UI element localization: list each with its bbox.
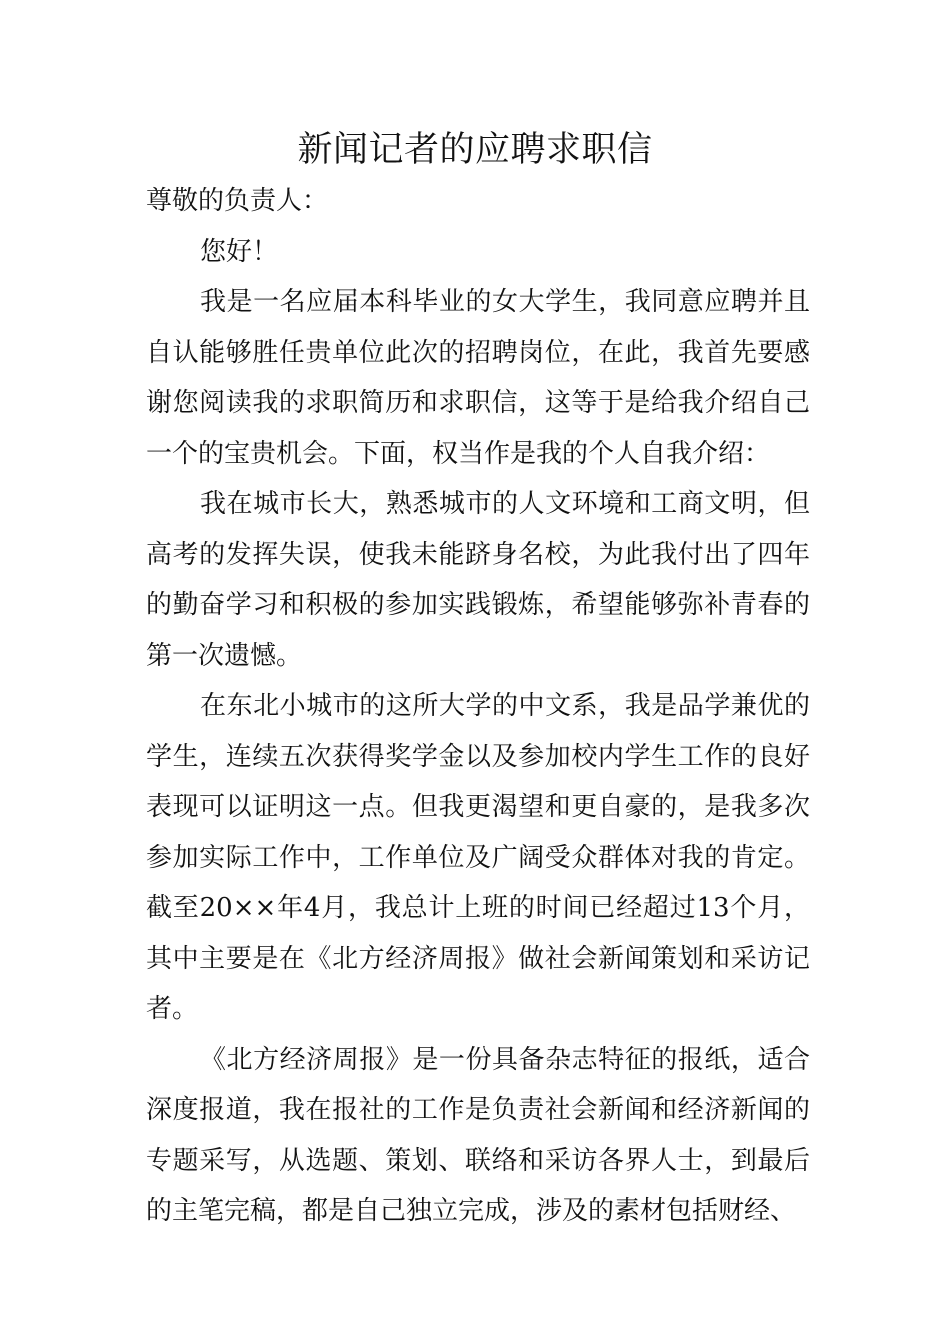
document-title: 新闻记者的应聘求职信 [297,130,653,170]
paragraph-newspaper: 《北方经济周报》是一份具备杂志特征的报纸，适合深度报道，我在报社的工作是负责社会新闻和经济新闻的专题采写，从选题、策划、联络和采访各界人士，到最后的主笔完稿，都是自己独立完成，涉及的素材包括财经、 [146,1044,810,1226]
letter-body [146,176,810,1237]
paragraph-background: 我在城市长大，熟悉城市的人文环境和工商文明，但高考的发挥失误，使我未能跻身名校，为此我付出了四年的勤奋学习和积极的参加实践锻炼，希望能够弥补青春的第一次遗憾。 [146,489,810,671]
paragraph-university: 在东北小城市的这所大学的中文系，我是品学兼优的学生，连续五次获得奖学金以及参加校内学生工作的良好表现可以证明这一点。但我更渴望和更自豪的，是我多次参加实际工作中，工作单位及广阔受众群体对我的肯定。截至20××年4月，我总计上班的时间已经超过13个月，其中主要是在《北方经济周报》做社会新闻策划和采访记者。 [146,691,810,1024]
salutation: 尊敬的负责人： [146,186,329,216]
greeting: 您好！ [200,236,279,267]
paragraph-intro: 我是一名应届本科毕业的女大学生，我同意应聘并且自认能够胜任贵单位此次的招聘岗位，在此，我首先要感谢您阅读我的求职简历和求职信，这等于是给我介绍自己一个的宝贵机会。下面，权当作是我的个人自我介绍： [146,287,810,469]
